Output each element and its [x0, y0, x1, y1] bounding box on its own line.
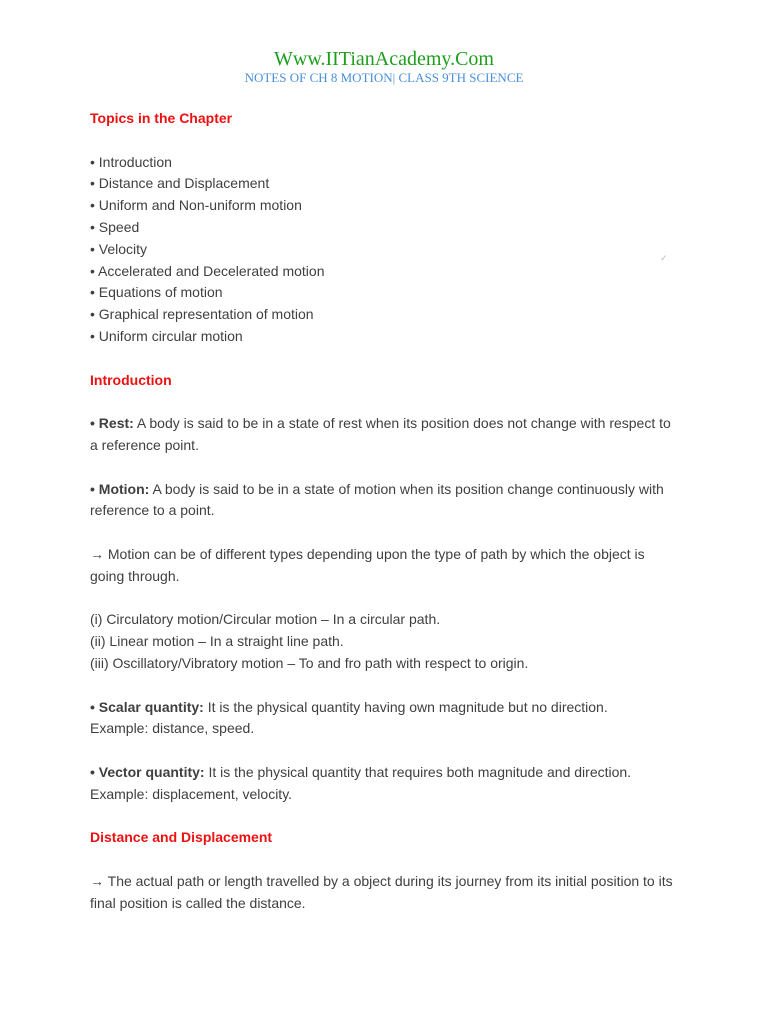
vector-text: It is the physical quantity that requires both magnitude and direction. [204, 763, 632, 780]
topics-heading: Topics in the Chapter [90, 110, 233, 126]
list-item: • Introduction [90, 153, 172, 170]
list-item: • Uniform circular motion [90, 327, 243, 344]
list-item: • Speed [90, 218, 140, 235]
vector-definition [90, 762, 680, 784]
topics-list [90, 152, 680, 348]
motion-type-item: (i) Circulatory motion/Circular motion – In a circular path. [90, 611, 441, 628]
distance-heading: Distance and Displacement [90, 829, 273, 846]
list-item: • Velocity [90, 240, 148, 257]
motion-text: A body is said to be in a state of motion when its position change continuously with reference to a point. [90, 480, 664, 519]
scalar-term: • Scalar quantity: [90, 698, 204, 715]
distance-definition: → The actual path or length travelled by a object during its journey from its initial position to its final position is called the distance. [90, 872, 673, 911]
rest-definition [90, 413, 680, 457]
list-item: • Accelerated and Decelerated motion [90, 262, 325, 279]
rest-term: • Rest: [90, 415, 134, 432]
motion-type-item: (ii) Linear motion – In a straight line path. [90, 633, 344, 650]
vector-term: • Vector quantity: [90, 763, 205, 780]
list-item: • Graphical representation of motion [90, 306, 314, 323]
list-item: • Equations of motion [90, 284, 223, 301]
vector-example: Example: displacement, velocity. [90, 785, 293, 802]
motion-types-intro: → Motion can be of different types depending upon the type of path by which the object is going through. [90, 545, 645, 584]
site-title: Www.IITianAcademy.Com [274, 48, 494, 70]
list-item: • Distance and Displacement [90, 175, 270, 192]
motion-definition [90, 479, 680, 523]
scalar-text: It is the physical quantity having own magnitude but no direction. [203, 698, 608, 715]
scalar-example: Example: distance, speed. [90, 720, 255, 737]
introduction-heading: Introduction [90, 371, 172, 388]
scalar-definition [90, 697, 680, 719]
motion-type-item: (iii) Oscillatory/Vibratory motion – To and fro path with respect to origin. [90, 654, 529, 671]
page-subtitle: NOTES OF CH 8 MOTION| CLASS 9TH SCIENCE [244, 70, 524, 85]
motion-term: • Motion: [90, 480, 150, 497]
document-body [90, 108, 680, 914]
rest-text: A body is said to be in a state of rest when its position does not change with respect to a reference point. [90, 415, 671, 453]
list-item: • Uniform and Non-uniform motion [90, 197, 302, 214]
check-mark-icon: ✓ [660, 253, 668, 263]
